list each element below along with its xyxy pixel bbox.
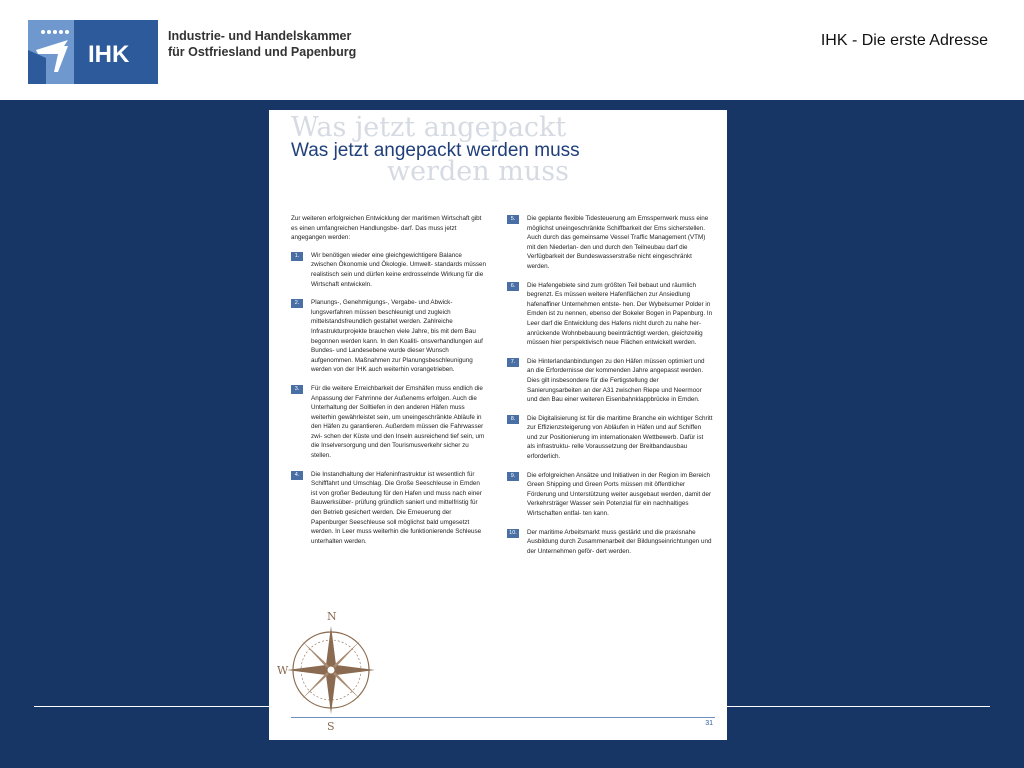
- list-item: [507, 528, 713, 557]
- item-text: Die Digitalisierung ist für die maritime Branche ein wichtiger Schritt zur Effizienzsteigerung von Abläufen in Häfen und auf Schiffen und zur Positionierung im internationalen Wettbewerb. Dafür ist als infrastruktu- relle Voraussetzung der Breitbandausbau erforderlich.: [527, 414, 713, 461]
- list-item: [507, 281, 713, 348]
- slogan: IHK - Die erste Adresse: [820, 32, 988, 49]
- item-text: Wir benötigen wieder eine gleichgewichtigere Balance zwischen Ökonomie und Ökologie. Umwelt- standards müssen realistisch sein und dürfen keine erdrosselnde Wirkung für die Wirtschaft entwickeln.: [311, 251, 486, 288]
- item-text: Die Hafengebiete sind zum größten Teil bebaut und räumlich begrenzt. Es müssen weitere Hafenflächen zur Ansiedlung hafenaffiner Unternehmen entste- hen. Der Wybelsumer Polder in Emden ist zu nennen, ebenso der Bokeler Bogen in Papenburg. In Leer darf die Entwicklung des Hafens nicht durch zu nahe her- anrückende Wohnbebauung beeinträchtigt werden, gleichzeitig müssen hier perspektivisch neue Flächen entwickelt werden.: [527, 281, 713, 347]
- chamber-name: [168, 28, 356, 60]
- item-number: 7.: [507, 358, 519, 367]
- chamber-name-line1: Industrie- und Handelskammer: [168, 29, 352, 43]
- list-item: [291, 470, 487, 547]
- item-text: Die Hinterlandanbindungen zu den Häfen müssen optimiert und an die Erfordernisse der kommenden Jahre angepasst werden. Dies gilt insbesondere für die Fertigstellung der Sanierungsarbeiten an der A31 zwischen Riepe und Neermoor und den Bau einer weiteren Eisenbahnklappbrücke in Emden.: [527, 357, 705, 404]
- item-number: 5.: [507, 215, 519, 224]
- item-text: Die erfolgreichen Ansätze und Initiativen in der Region im Bereich Green Shipping und Green Ports müssen mit öffentlicher Förderung und Unterstützung weiter ausgebaut werden, damit der Verkehrsträger Wasser sein Potenzial für ein nachhaltiges Wirtschaften entfal- ten kann.: [527, 471, 712, 518]
- list-item: [507, 214, 713, 272]
- item-number: 10.: [507, 529, 519, 538]
- item-text: Der maritime Arbeitsmarkt muss gestärkt und die praxisnahe Ausbildung durch Zusammenarbeit der Bildungseinrichtungen und der Unternehmen geför- dert werden.: [527, 528, 712, 555]
- item-number: 1.: [291, 252, 303, 261]
- compass-rose-icon: [275, 608, 385, 734]
- item-text: Die Instandhaltung der Hafeninfrastruktur ist wesentlich für Schifffahrt und Umschlag. Die Große Seeschleuse in Emden ist von großer Bedeutung für den Hafen und muss nach einer Bauwerksüber- prüfung gründlich saniert und mittelfristig für den Betrieb gesichert werden. Die Erneuerung der Papenburger Seeschleuse soll möglichst bald umgesetzt werden. In Leer muss weiterhin die funktionierende Schleuse unterhalten werden.: [311, 470, 482, 545]
- page-number: 31: [705, 720, 713, 727]
- page-footer-line: [291, 717, 715, 718]
- background-title-line2: werden muss: [387, 156, 569, 187]
- background-title-line1: Was jetzt angepackt: [291, 112, 567, 143]
- list-item: [507, 414, 713, 462]
- compass-letter-w: W: [277, 664, 289, 677]
- chamber-name-line2: für Ostfriesland und Papenburg: [168, 45, 357, 59]
- item-number: 3.: [291, 385, 303, 394]
- item-number: 4.: [291, 471, 303, 480]
- ihk-logo: [28, 20, 158, 84]
- divider-right: [727, 706, 990, 707]
- compass-letter-n: N: [327, 610, 337, 623]
- list-item: [291, 384, 487, 461]
- left-column: [291, 214, 487, 555]
- item-text: Die geplante flexible Tidesteuerung am Emssperrwerk muss eine möglichst uneingeschränkte Schiffbarkeit der Ems sicherstellen. Auch durch das gemeinsame Vessel Traffic Management (VTM) mit den Niederlan- den und durch den Teilneubau darf die Verfügbarkeit der Bundeswasserstraße nicht eingeschränkt werden.: [527, 215, 709, 270]
- list-item: [507, 471, 713, 519]
- logo-abbreviation: IHK: [88, 41, 130, 68]
- list-item: [291, 251, 487, 289]
- divider-left: [34, 706, 270, 707]
- item-number: 9.: [507, 472, 519, 481]
- slide-header: [0, 0, 1024, 100]
- compass-letter-s: S: [327, 720, 335, 733]
- item-number: 6.: [507, 282, 519, 291]
- page-title: Was jetzt angepackt werden muss: [291, 140, 580, 161]
- list-item: [507, 357, 713, 405]
- ihk-logo-mark: [28, 20, 158, 84]
- list-item: [291, 298, 487, 375]
- intro-text: Zur weiteren erfolgreichen Entwicklung der maritimen Wirtschaft gibt es einen umfangreichen Handlungsbe- darf. Das muss jetzt angegangen werden:: [291, 215, 482, 242]
- right-column: [507, 214, 713, 565]
- item-number: 8.: [507, 415, 519, 424]
- item-number: 2.: [291, 299, 303, 308]
- document-page: [269, 110, 727, 740]
- item-text: Für die weitere Erreichbarkeit der Emshäfen muss endlich die Anpassung der Fahrrinne der Außenems erfolgen. Auch die Unterhaltung der Solltiefen in den anderen Häfen muss weiterhin gewährleistet sein, um uneingeschränkte Abläufe in den Häfen zu garantieren. Außerdem müssen die Fahrwasser zwi- schen der Küste und den Inseln ausreichend tief sein, um die Inselversorgung und den Tourismusverkehr sicher zu stellen.: [311, 384, 485, 460]
- item-text: Planungs-, Genehmigungs-, Vergabe- und Abwick- lungsverfahren müssen beschleunigt und zugleich mittelstandsfreundlich gestaltet werden. Zahlreiche Infrastrukturprojekte brauchen viele Jahre, bis mit dem Bau begonnen werden kann. In den Koaliti- onsverhandlungen auf Bundes- und Landesebene wurde dieser Wunsch aufgenommen. Maßnahmen zur Planungsbeschleunigung werden von der IHK auch weiterhin vorangetrieben.: [311, 299, 483, 374]
